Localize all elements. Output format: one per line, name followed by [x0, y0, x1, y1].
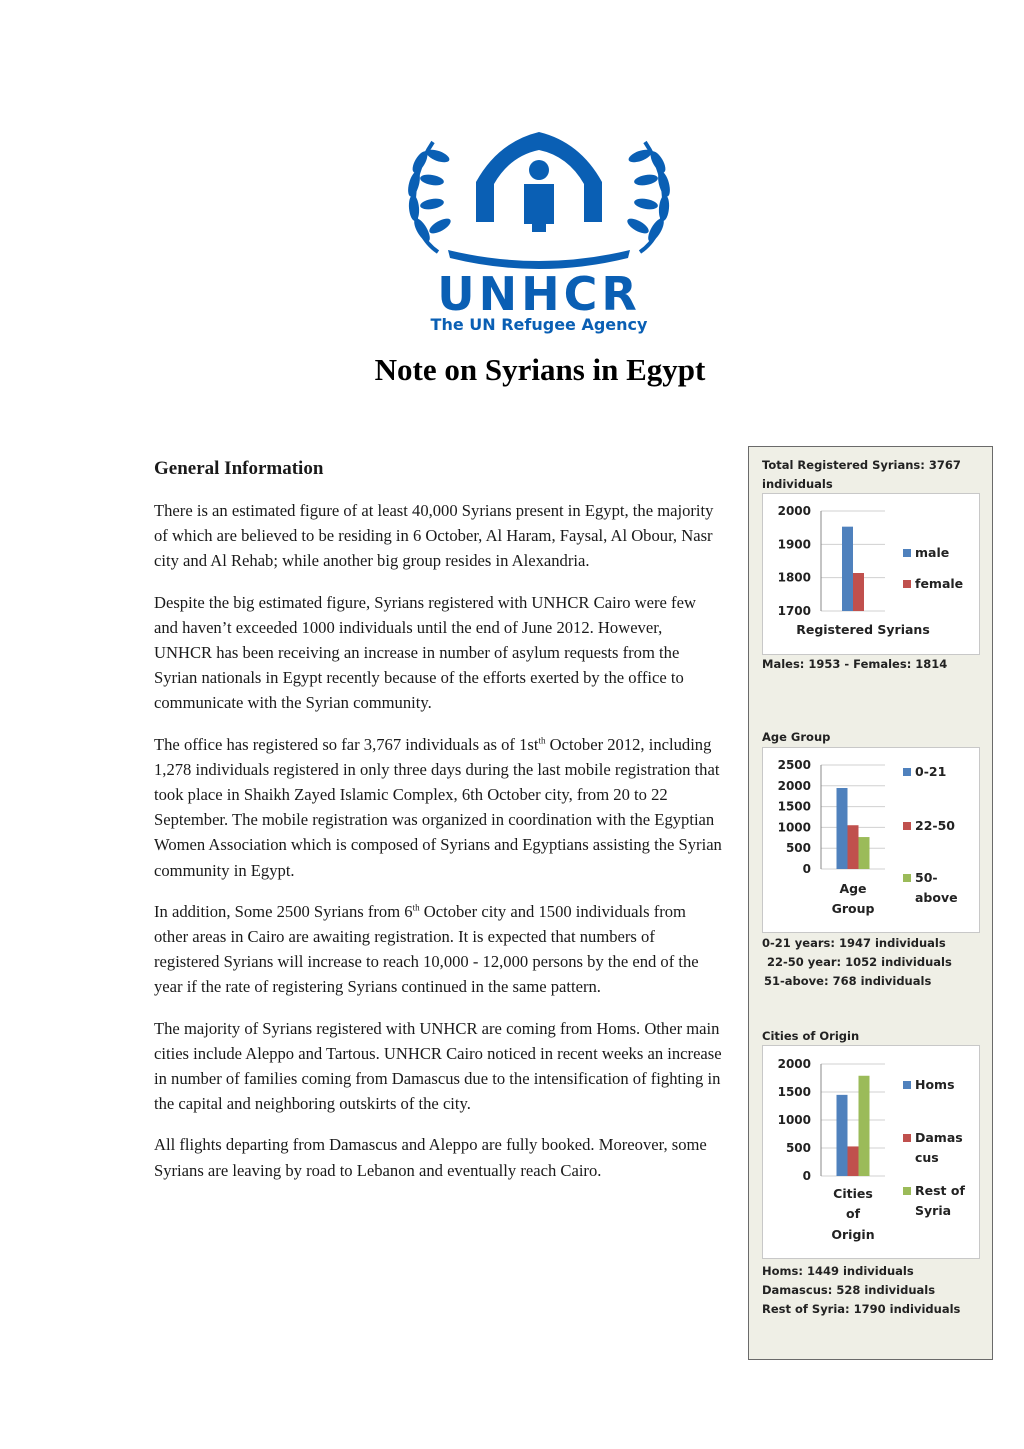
chart-svg — [763, 748, 981, 934]
cities-heading: Cities of Origin — [762, 1029, 860, 1043]
y-tick-label: 0 — [802, 1169, 811, 1183]
bar-50-above — [859, 837, 870, 869]
paragraph — [154, 732, 724, 883]
laurel-left-icon — [406, 142, 453, 252]
category-label: Registered Syrians — [796, 622, 930, 637]
paragraph-text: The office has registered so far 3,767 individuals as of 1st — [154, 734, 539, 754]
legend-swatch — [903, 1134, 911, 1142]
paragraph-text: In addition, Some 2500 Syrians from 6 — [154, 901, 413, 921]
gender-caption: Males: 1953 - Females: 1814 — [762, 657, 948, 671]
y-tick-label: 1500 — [777, 799, 811, 814]
chart-svg — [763, 494, 981, 656]
paragraph — [154, 899, 724, 1000]
bar-0-21 — [837, 788, 848, 869]
cities-chart — [762, 1045, 980, 1259]
person-icon — [524, 160, 554, 232]
age-caption-line: 51-above: 768 individuals — [764, 974, 932, 988]
paragraph-text: October 2012, including 1,278 individuals registered in only three days during the last mobile registration that took place in Shaikh Zayed Islamic Complex, 6th October city, from 20 to 22 September. The mobile registration was organized in coordination with the Egyptian Women Association which is composed of Syrians and Egyptians assisting the Syrian community in Egypt. — [154, 734, 722, 880]
legend-swatch — [903, 874, 911, 882]
paragraph: All flights departing from Damascus and Aleppo are fully booked. Moreover, some Syrians are leaving by road to Lebanon and eventually reach Cairo. — [154, 1135, 707, 1180]
legend-swatch — [903, 768, 911, 776]
unhcr-logo — [378, 122, 700, 334]
page-title: Note on Syrians in Egypt — [374, 352, 706, 387]
y-tick-label: 1900 — [777, 537, 811, 552]
y-tick-label: 2000 — [777, 1057, 811, 1071]
legend-label: female — [915, 576, 964, 591]
legend-label: Syria — [915, 1203, 952, 1218]
logo-tagline: The UN Refugee Agency — [430, 315, 648, 334]
cities-caption — [762, 1262, 960, 1319]
legend-label: Rest of — [915, 1183, 965, 1198]
age-caption-line: 0-21 years: 1947 individuals — [762, 936, 946, 950]
category-label: Group — [831, 901, 875, 916]
section-heading: General Information — [154, 458, 324, 479]
statistics-sidebar — [748, 446, 993, 1360]
category-label: Age — [839, 881, 867, 896]
y-tick-label: 2000 — [777, 504, 811, 518]
gender-chart — [762, 493, 980, 655]
paragraph: The majority of Syrians registered with UNHCR are coming from Homs. Other main cities include Aleppo and Tartous. UNHCR Cairo noticed in recent weeks an increase in number of families coming from Damascus due to the intensification of fighting in the capital and neighboring outskirts of the city. — [154, 1018, 722, 1114]
main-content — [154, 458, 724, 1199]
legend-label: 22-50 — [915, 818, 955, 833]
age-caption — [762, 934, 952, 991]
bar-rest-of-syria — [859, 1076, 870, 1176]
legend-label: 0-21 — [915, 764, 947, 779]
y-tick-label: 1000 — [777, 820, 811, 835]
legend-label: male — [915, 545, 950, 560]
paragraph: Despite the big estimated figure, Syrians registered with UNHCR Cairo were few and haven’t exceeded 1000 individuals until the end of June 2012. However, UNHCR has been receiving an increase in number of asylum requests from the Syrian nationals in Egypt recently because of the efforts exerted by the office to communicate with the Syrian community. — [154, 592, 696, 713]
y-tick-label: 1700 — [777, 604, 811, 618]
legend-label: Homs — [915, 1077, 955, 1092]
bar-male — [842, 527, 853, 611]
y-tick-label: 2500 — [777, 758, 811, 772]
legend-swatch — [903, 549, 911, 557]
legend-swatch — [903, 822, 911, 830]
category-label: Origin — [831, 1227, 875, 1242]
legend-swatch — [903, 1187, 911, 1195]
chart-svg — [763, 1046, 981, 1260]
y-tick-label: 0 — [802, 862, 811, 876]
superscript: th — [538, 735, 546, 746]
cities-caption-line: Rest of Syria: 1790 individuals — [762, 1302, 961, 1316]
age-group-chart — [762, 747, 980, 933]
y-tick-label: 1000 — [777, 1113, 811, 1127]
legend-label: 50- — [915, 870, 938, 885]
y-tick-label: 1500 — [777, 1085, 811, 1099]
total-line: individuals — [762, 477, 833, 491]
paragraph-text: October city and 1500 individuals from other areas in Cairo are awaiting registration. It is expected that numbers of registered Syrians will increase to reach 10,000 - 12,000 persons by the end of the year if the rate of registering Syrians continued in the same pattern. — [154, 901, 699, 997]
logo-wordmark: UNHCR — [437, 267, 641, 321]
paragraph: There is an estimated figure of at least 40,000 Syrians present in Egypt, the majority of which are believed to be residing in 6 October, Al Haram, Faysal, Al Obour, Nasr city and Al Rehab; while another big group resides in Alexandria. — [154, 501, 714, 571]
bar-22-50 — [848, 825, 859, 869]
laurel-right-icon — [625, 142, 672, 252]
y-tick-label: 500 — [785, 1141, 811, 1155]
y-tick-label: 1800 — [777, 570, 811, 585]
y-tick-label: 500 — [785, 841, 811, 856]
y-tick-label: 2000 — [777, 778, 811, 793]
legend-swatch — [903, 580, 911, 588]
total-line: Total Registered Syrians: 3767 — [762, 458, 961, 472]
category-label: Cities — [833, 1186, 873, 1201]
legend-label: Damas — [915, 1130, 963, 1145]
bar-female — [853, 573, 864, 611]
cities-caption-line: Damascus: 528 individuals — [762, 1283, 936, 1297]
cities-caption-line: Homs: 1449 individuals — [762, 1264, 914, 1278]
category-label: of — [845, 1206, 861, 1221]
legend-label: above — [915, 890, 958, 905]
total-registered-label — [762, 456, 961, 494]
age-caption-line: 22-50 year: 1052 individuals — [767, 955, 952, 969]
superscript: th — [412, 902, 420, 913]
bar-damascus — [848, 1146, 859, 1176]
legend-label: cus — [915, 1150, 939, 1165]
bar-homs — [837, 1095, 848, 1176]
age-group-heading: Age Group — [762, 730, 831, 744]
legend-swatch — [903, 1081, 911, 1089]
